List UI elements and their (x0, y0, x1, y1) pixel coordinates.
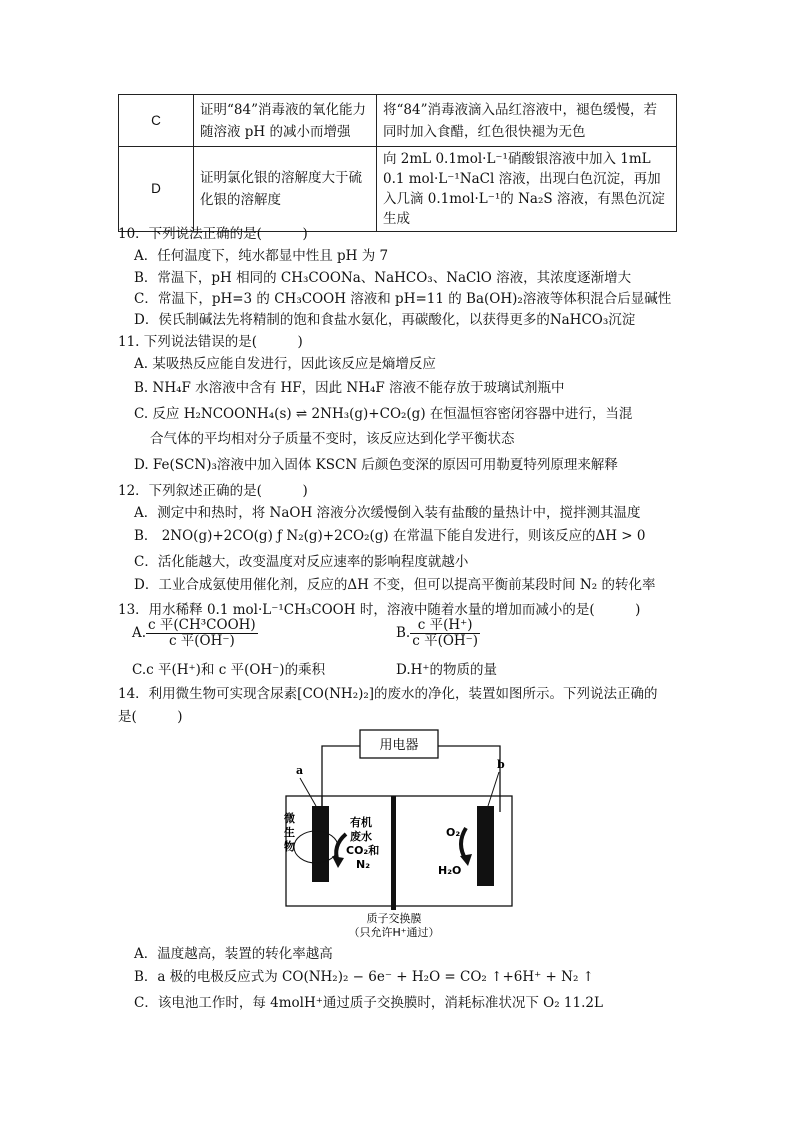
q13-option-a-fraction (146, 618, 258, 649)
electrolysis-diagram (270, 722, 530, 942)
pointer-b (488, 772, 499, 806)
q10-option-a: A．任何温度下，纯水都显中性且 pH 为 7 (134, 248, 389, 264)
q14-option-c: C．该电池工作时，每 4molH⁺通过质子交换膜时，消耗标准状况下 O₂ 11.2L (134, 995, 603, 1011)
q12-stem: 12．下列叙述正确的是( ) (118, 483, 308, 499)
arrowhead-right (460, 854, 472, 866)
experiment-table (118, 94, 677, 232)
organic-text-4: N₂ (356, 858, 371, 871)
row-operation: 将“84”消毒液滴入品红溶液中，褪色缓慢，若同时加入食醋，红色很快褪为无色 (377, 95, 677, 147)
row-label: C (119, 95, 194, 147)
q10-option-c: C．常温下，pH=3 的 CH₃COOH 溶液和 pH=11 的 Ba(OH)₂溶液等体积混合后显碱性 (134, 291, 672, 307)
electrode-a (312, 806, 329, 882)
pointer-a (300, 778, 316, 806)
row-operation: 向 2mL 0.1mol·L⁻¹硝酸银溶液中加入 1mL 0.1 mol·L⁻¹NaCl 溶液，出现白色沉淀，再加入几滴 0.1mol·L⁻¹的 Na₂S 溶液，有黑色沉淀生成 (377, 147, 677, 232)
membrane-note: （只允许H⁺通过） (348, 926, 440, 939)
q14-stem-cont: 是( ) (118, 709, 183, 725)
fraction-denominator: c 平(OH⁻) (412, 633, 479, 649)
q13-option-b-prefix: B. (396, 625, 411, 641)
q11-option-c-cont: 合气体的平均相对分子质量不变时，该反应达到化学平衡状态 (150, 431, 515, 447)
q13-option-b-fraction (410, 618, 480, 649)
arrowhead-left (332, 856, 344, 868)
fraction-numerator: c 平(CH³COOH) (148, 617, 256, 633)
q14-option-a: A．温度越高，装置的转化率越高 (134, 946, 333, 962)
device-label: 用电器 (379, 738, 419, 753)
fraction-numerator: c 平(H⁺) (410, 618, 480, 634)
row-purpose: 证明“84”消毒液的氧化能力随溶液 pH 的减小而增强 (194, 95, 377, 147)
q12-option-b: B． 2NO(g)+2CO(g) ƒ N₂(g)+2CO₂(g) 在常温下能自发进行，则该反应的ΔH > 0 (134, 528, 646, 544)
q10-option-b: B．常温下，pH 相同的 CH₃COONa、NaHCO₃、NaClO 溶液，其浓度逐渐增大 (134, 270, 632, 286)
q13-option-d: D.H⁺的物质的量 (396, 662, 498, 678)
electrode-b-label: b (497, 758, 505, 771)
wire-left (322, 746, 360, 812)
q11-option-a: A. 某吸热反应能自发进行，因此该反应是熵增反应 (134, 356, 436, 372)
q10-option-d: D．侯氏制碱法先将精制的饱和食盐水氨化，再碳酸化，以获得更多的NaHCO₃沉淀 (134, 312, 636, 328)
q11-option-b: B. NH₄F 水溶液中含有 HF，因此 NH₄F 溶液不能存放于玻璃试剂瓶中 (134, 380, 565, 396)
q14-stem: 14．利用微生物可实现含尿素[CO(NH₂)₂]的废水的净化，装置如图所示。下列说法正确的 (118, 686, 658, 702)
table-row (119, 147, 677, 232)
q12-option-d: D．工业合成氨使用催化剂，反应的ΔH 不变，但可以提高平衡前某段时间 N₂ 的转化率 (134, 577, 656, 593)
q12-option-c: C．活化能越大，改变温度对反应速率的影响程度就越小 (134, 554, 469, 570)
o2-label: O₂ (446, 826, 461, 839)
organic-text-2: 废水 (350, 830, 372, 843)
q11-stem: 11. 下列说法错误的是( ) (118, 334, 303, 350)
q13-option-a-prefix: A. (132, 625, 147, 641)
row-label: D (119, 147, 194, 232)
q13-option-b (396, 618, 480, 649)
proton-membrane (391, 796, 396, 910)
q11-option-d: D. Fe(SCN)₃溶液中加入固体 KSCN 后颜色变深的原因可用勒夏特列原理来解释 (134, 457, 618, 473)
q13-stem: 13．用水稀释 0.1 mol·L⁻¹CH₃COOH 时，溶液中随着水量的增加而减小的是( ) (118, 602, 641, 618)
electrode-a-label: a (296, 764, 304, 777)
membrane-label: 质子交换膜 (366, 912, 422, 925)
table-row (119, 95, 677, 147)
q11-option-c: C. 反应 H₂NCOONH₄(s) ⇌ 2NH₃(g)+CO₂(g) 在恒温恒容密闭容器中进行，当混 (134, 406, 633, 422)
q10-stem: 10．下列说法正确的是( ) (118, 226, 308, 242)
electrode-b (477, 806, 494, 886)
wire-right (438, 746, 500, 812)
q14-option-b: B．a 极的电极反应式为 CO(NH₂)₂ − 6e⁻ + H₂O = CO₂ ↑+6H⁺ + N₂ ↑ (134, 969, 594, 985)
q12-option-a: A．测定中和热时，将 NaOH 溶液分次缓慢倒入装有盐酸的量热计中，搅拌测其温度 (134, 505, 641, 521)
fraction-denominator: c 平(OH⁻) (168, 633, 235, 649)
organic-text-3: CO₂和 (346, 844, 380, 857)
microbe-label: 微生物 (284, 812, 295, 853)
q13-option-c: C.c 平(H⁺)和 c 平(OH⁻)的乘积 (132, 662, 326, 678)
h2o-label: H₂O (438, 864, 462, 877)
row-purpose: 证明氯化银的溶解度大于硫化银的溶解度 (194, 147, 377, 232)
organic-text-1: 有机 (350, 816, 372, 829)
q13-option-a (132, 618, 258, 649)
